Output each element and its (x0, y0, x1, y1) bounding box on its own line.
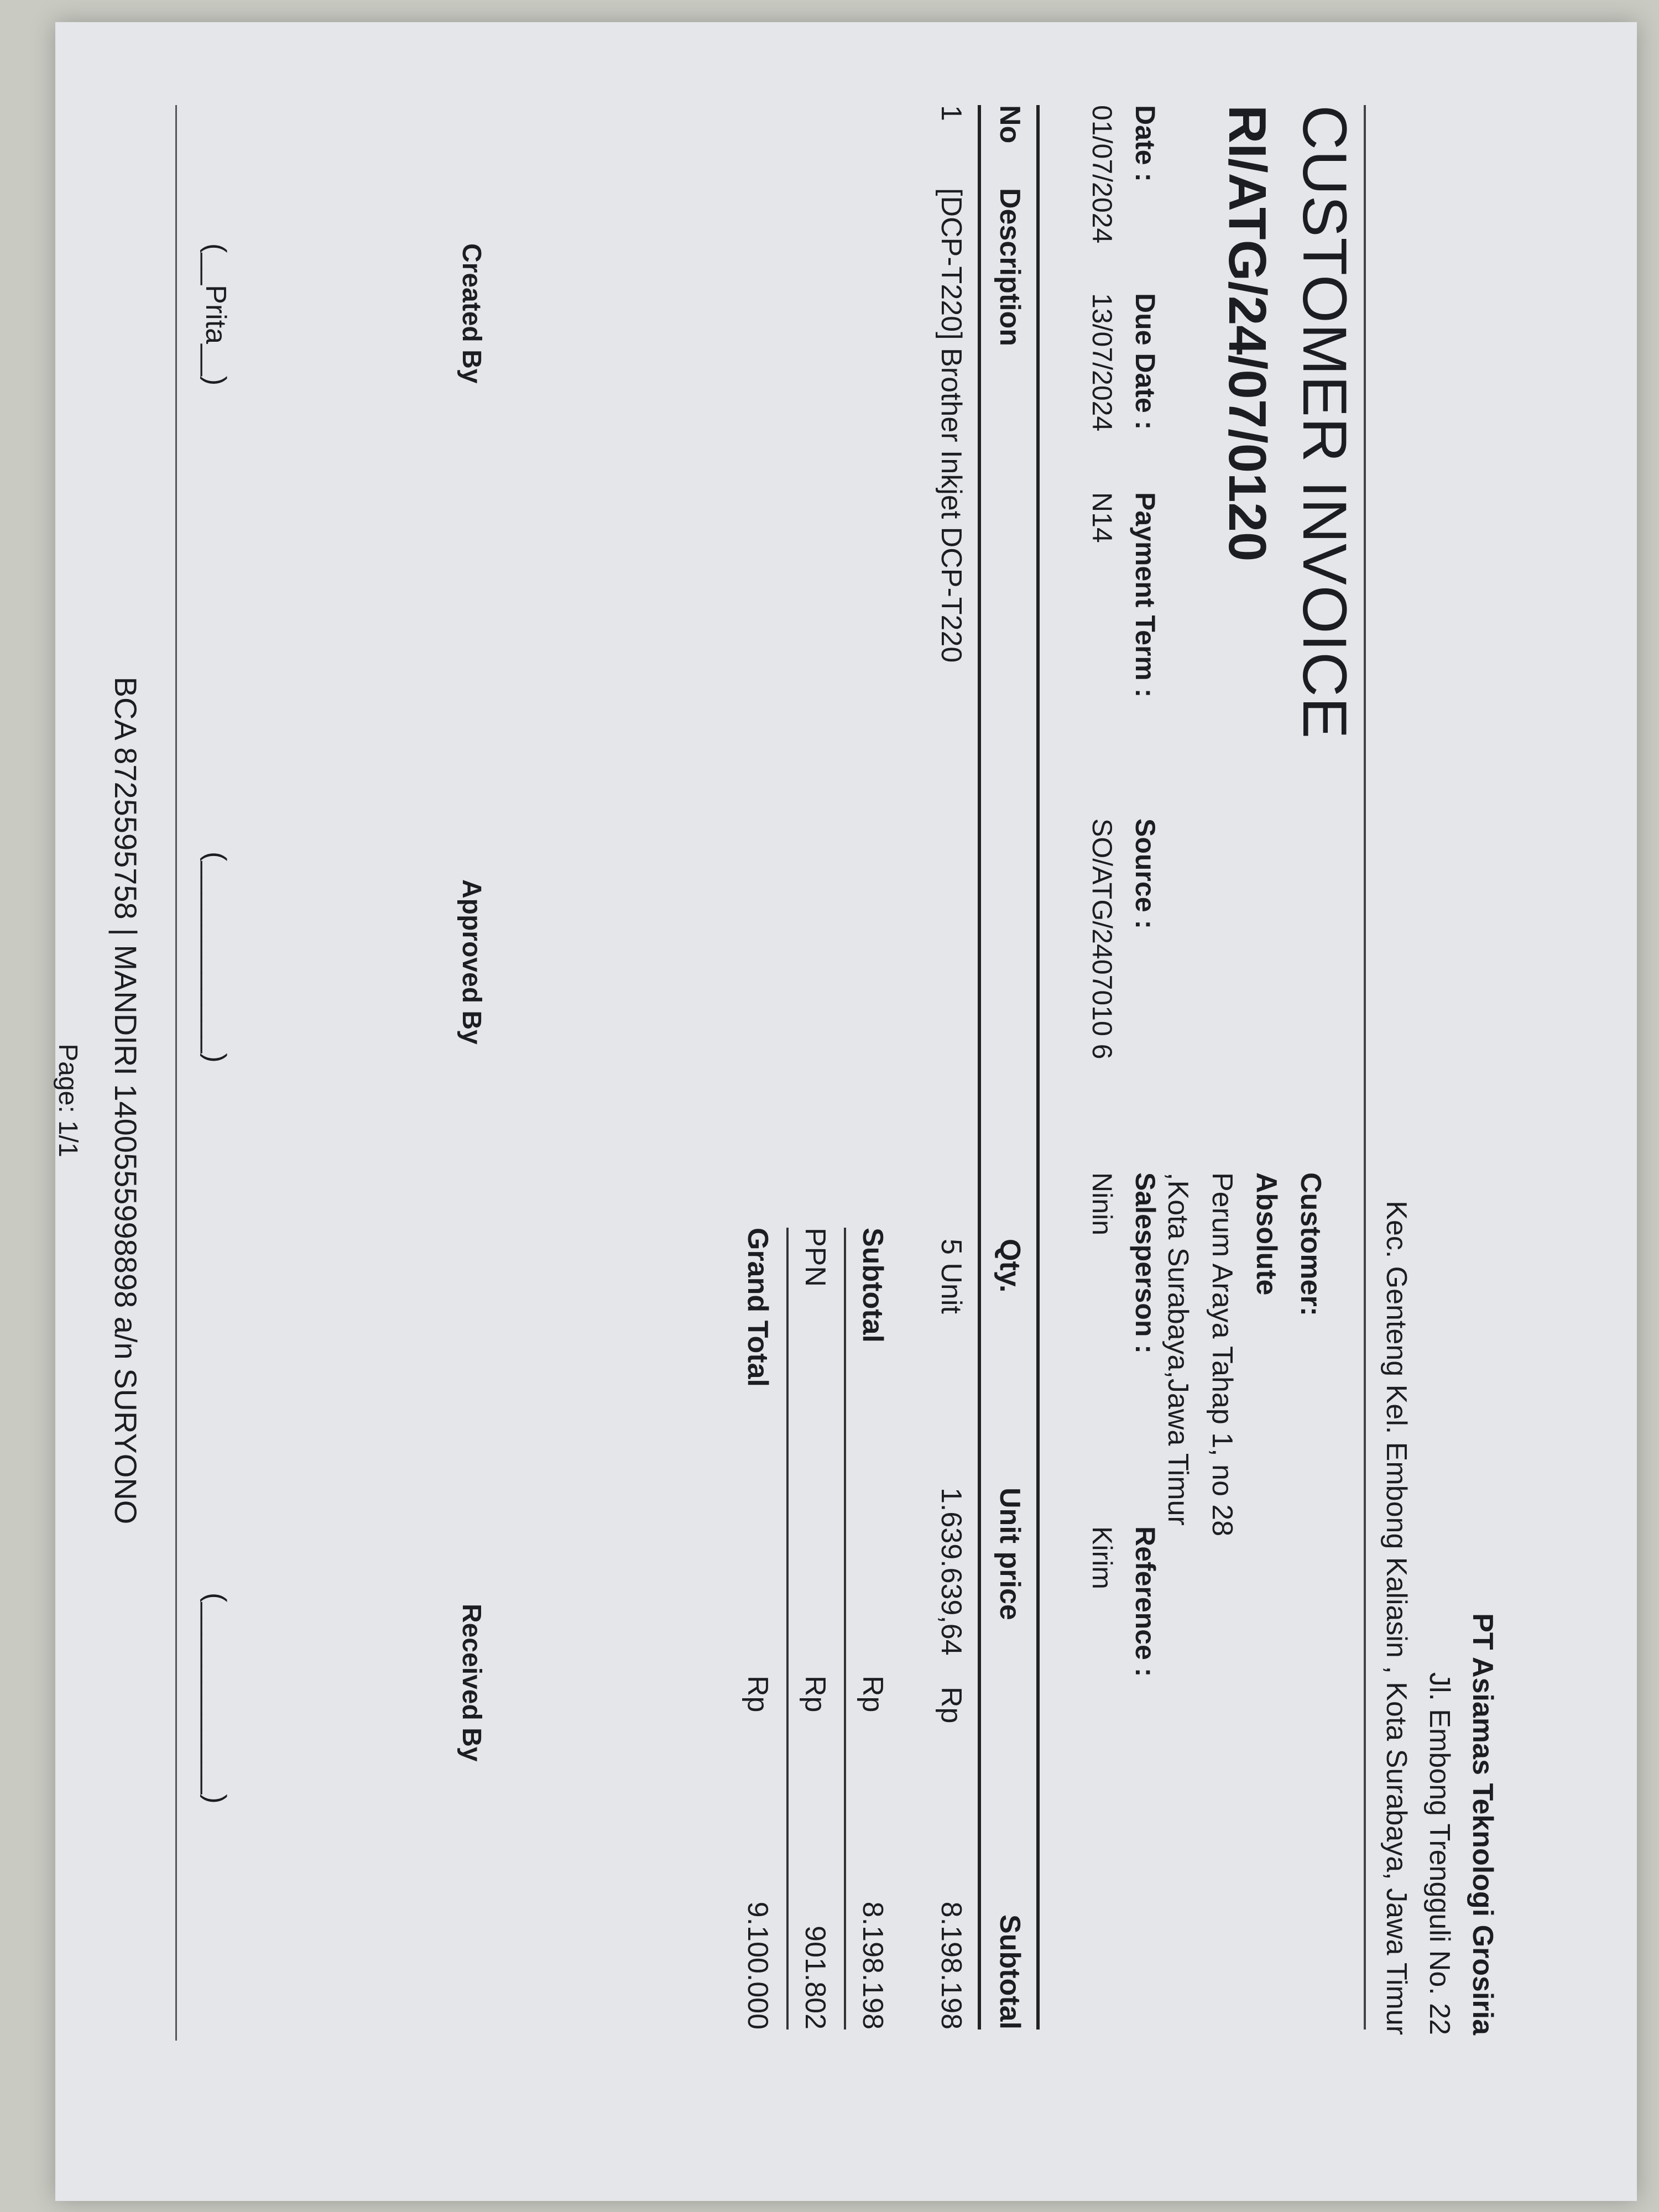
row-description: [DCP-T220] Brother Inkjet DCP-T220 (935, 188, 967, 663)
meta-source-label: Source : (1130, 818, 1161, 930)
company-name: PT Asiamas Teknologi Grosiria (1467, 1613, 1499, 2035)
customer-name: Absolute (1250, 1172, 1282, 1296)
col-subtotal-header: Subtotal (994, 1914, 1026, 2030)
meta-date-value: 01/07/2024 (1087, 105, 1118, 244)
col-description-header: Description (994, 188, 1026, 347)
created-by-signature: (__Prita__) (200, 243, 232, 386)
row-unit-price: 1.639.639,64 (935, 1488, 967, 1656)
meta-ref-label: Reference : (1130, 1526, 1161, 1677)
footer-divider (175, 105, 177, 2041)
customer-label: Customer: (1295, 1172, 1327, 1317)
meta-due-value: 13/07/2024 (1087, 293, 1118, 432)
totals-block (731, 1228, 901, 2030)
meta-due-label: Due Date : (1130, 293, 1161, 430)
grand-total-currency: Rp (742, 1676, 774, 1713)
received-by-signature: (____________) (200, 1593, 232, 1804)
customer-address-line1: Perum Araya Tahap 1, no 28 (1206, 1172, 1238, 1537)
meta-ref-value: Kirim (1087, 1526, 1118, 1589)
ppn-value: 901.802 (799, 1926, 831, 2030)
approved-by-label: Approved By (457, 879, 486, 1045)
received-by-label: Received By (457, 1604, 486, 1762)
meta-salesperson (1086, 1172, 1161, 1354)
approved-by-signature: (____________) (200, 852, 232, 1063)
company-address-line2: Kec. Genteng Kel. Embong Kaliasin , Kota Surabaya, Jawa Timur (1380, 1201, 1412, 2035)
row-qty: 5 Unit (935, 1239, 967, 1314)
invoice-sheet (44, 22, 1593, 2179)
subtotal-label: Subtotal (857, 1228, 889, 1343)
header-divider (1364, 105, 1366, 2030)
col-no-header: No (994, 105, 1026, 144)
line-items-table (917, 105, 1040, 2030)
page-number: Page: 1/1 (53, 1044, 82, 1157)
meta-source (1086, 818, 1161, 1059)
subtotal-line (844, 1228, 901, 2030)
grand-total-label: Grand Total (742, 1228, 774, 1387)
meta-date-label: Date : (1130, 105, 1161, 182)
ppn-line (786, 1228, 844, 2030)
meta-source-value: SO/ATG/2407010 6 (1087, 818, 1118, 1060)
meta-due-date (1086, 293, 1161, 431)
document-title: CUSTOMER INVOICE (1290, 105, 1359, 739)
table-row (917, 105, 978, 2030)
meta-payment-term (1086, 492, 1161, 697)
row-subtotal: 8.198.198 (935, 1901, 967, 2030)
table-header (978, 105, 1040, 2030)
customer-block (1156, 1172, 1333, 1536)
invoice-number: RI/ATG/24/07/0120 (1218, 105, 1277, 562)
meta-sales-value: Ninin (1087, 1172, 1118, 1235)
row-no: 1 (935, 105, 967, 121)
subtotal-value: 8.198.198 (857, 1901, 889, 2030)
col-unit-price-header: Unit price (994, 1488, 1026, 1620)
meta-term-value: N14 (1087, 492, 1118, 543)
grand-total-line (731, 1228, 786, 2030)
col-qty-header: Qty. (994, 1239, 1026, 1293)
created-by-label: Created By (457, 243, 486, 384)
meta-reference (1086, 1526, 1161, 1677)
meta-sales-label: Salesperson : (1130, 1172, 1161, 1354)
customer-address-line2: ,Kota Surabaya,Jawa Timur (1162, 1172, 1194, 1526)
meta-date (1086, 105, 1161, 243)
company-address-line1: Jl. Embong Trengguli No. 22 (1423, 1672, 1455, 2035)
company-block (1375, 1201, 1504, 2035)
ppn-label: PPN (799, 1228, 831, 1287)
ppn-currency: Rp (799, 1676, 831, 1713)
meta-term-label: Payment Term : (1130, 492, 1161, 698)
row-currency: Rp (935, 1687, 967, 1724)
grand-total-value: 9.100.000 (742, 1901, 774, 2030)
bank-account-info: BCA 8725595758 | MANDIRI 1400555998898 a/n SURYONO (108, 676, 143, 1525)
subtotal-currency: Rp (857, 1676, 889, 1713)
